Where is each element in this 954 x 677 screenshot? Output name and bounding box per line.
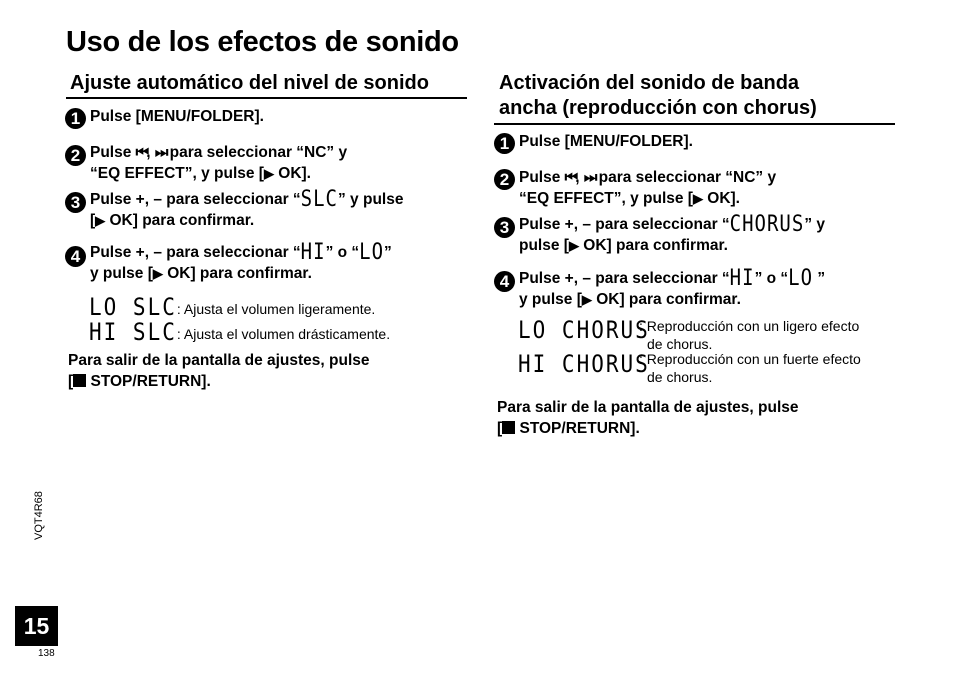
lcd-display-text: LO bbox=[788, 265, 814, 291]
lcd-display-text: SLC bbox=[300, 186, 338, 212]
lcd-display-text: HI bbox=[729, 265, 755, 291]
play-icon: ▶ bbox=[692, 191, 703, 206]
stop-icon bbox=[73, 374, 86, 387]
step-text: Pulse [MENU/FOLDER]. bbox=[90, 108, 264, 125]
step-number-badge: 2 bbox=[494, 169, 515, 190]
play-icon: ▶ bbox=[568, 238, 579, 253]
document-code: VQT4R68 bbox=[33, 491, 45, 540]
step-number-badge: 4 bbox=[494, 271, 515, 292]
skip-forward-icon: ⏭ bbox=[583, 169, 595, 186]
step-number-badge: 3 bbox=[494, 217, 515, 238]
option-description: : Reproducción con un fuerte efecto de chorus. bbox=[639, 351, 861, 385]
lcd-display-text: LO CHORUS bbox=[518, 316, 650, 344]
lcd-display-text: HI CHORUS bbox=[518, 350, 650, 378]
option-description: : Ajusta el volumen ligeramente. bbox=[176, 301, 376, 317]
step-number-badge: 1 bbox=[65, 108, 86, 129]
step-text: Pulse +, – para seleccionar “HI” o “LO ” y pulse [▶ OK] para confirmar. bbox=[519, 265, 826, 308]
exit-instruction: Para salir de la pantalla de ajustes, pulse [ STOP/RETURN]. bbox=[497, 399, 799, 437]
skip-forward-icon: ⏭ bbox=[154, 144, 166, 161]
page-title: Uso de los efectos de sonido bbox=[66, 26, 459, 58]
step-text: Pulse ⏮, ⏭ para seleccionar “NC” y “EQ EFFECT”, y pulse [▶ OK]. bbox=[90, 144, 348, 182]
skip-back-icon: ⏮ bbox=[135, 144, 147, 161]
play-icon: ▶ bbox=[152, 266, 163, 281]
left-section-heading: Ajuste automático del nivel de sonido bbox=[70, 72, 429, 94]
page-number-badge: 15 bbox=[15, 606, 58, 646]
lcd-display-text: CHORUS bbox=[729, 211, 805, 237]
step-number-badge: 4 bbox=[65, 246, 86, 267]
lcd-display-text: LO bbox=[359, 239, 385, 265]
step-number-badge: 1 bbox=[494, 133, 515, 154]
right-heading-rule bbox=[494, 123, 895, 125]
lcd-display-text: LO SLC bbox=[89, 293, 177, 321]
skip-back-icon: ⏮ bbox=[564, 169, 576, 186]
option-row bbox=[89, 320, 390, 344]
page-number-small: 138 bbox=[38, 648, 55, 659]
exit-instruction: Para salir de la pantalla de ajustes, pulse [ STOP/RETURN]. bbox=[68, 352, 370, 390]
play-icon: ▶ bbox=[263, 166, 274, 181]
step-text: Pulse +, – para seleccionar “HI” o “LO” y pulse [▶ OK] para confirmar. bbox=[90, 239, 392, 282]
lcd-display-text: HI SLC bbox=[89, 318, 177, 346]
play-icon: ▶ bbox=[95, 213, 106, 228]
step-text: Pulse [MENU/FOLDER]. bbox=[519, 133, 693, 150]
play-icon: ▶ bbox=[581, 292, 592, 307]
option-description: : Reproducción con un ligero efecto de chorus. bbox=[639, 318, 860, 352]
stop-icon bbox=[502, 421, 515, 434]
step-number-badge: 2 bbox=[65, 145, 86, 166]
step-number-badge: 3 bbox=[65, 192, 86, 213]
option-description: : Ajusta el volumen drásticamente. bbox=[176, 326, 391, 342]
option-row bbox=[89, 295, 375, 319]
right-section-heading: Activación del sonido de banda ancha (reproducción con chorus) bbox=[499, 72, 817, 119]
step-text: Pulse +, – para seleccionar “SLC” y pulse [▶ OK] para confirmar. bbox=[90, 186, 404, 229]
left-heading-rule bbox=[66, 97, 467, 99]
step-text: Pulse +, – para seleccionar “CHORUS” y pulse [▶ OK] para confirmar. bbox=[519, 211, 825, 254]
lcd-display-text: HI bbox=[300, 239, 326, 265]
step-text: Pulse ⏮, ⏭ para seleccionar “NC” y “EQ EFFECT”, y pulse [▶ OK]. bbox=[519, 169, 777, 207]
